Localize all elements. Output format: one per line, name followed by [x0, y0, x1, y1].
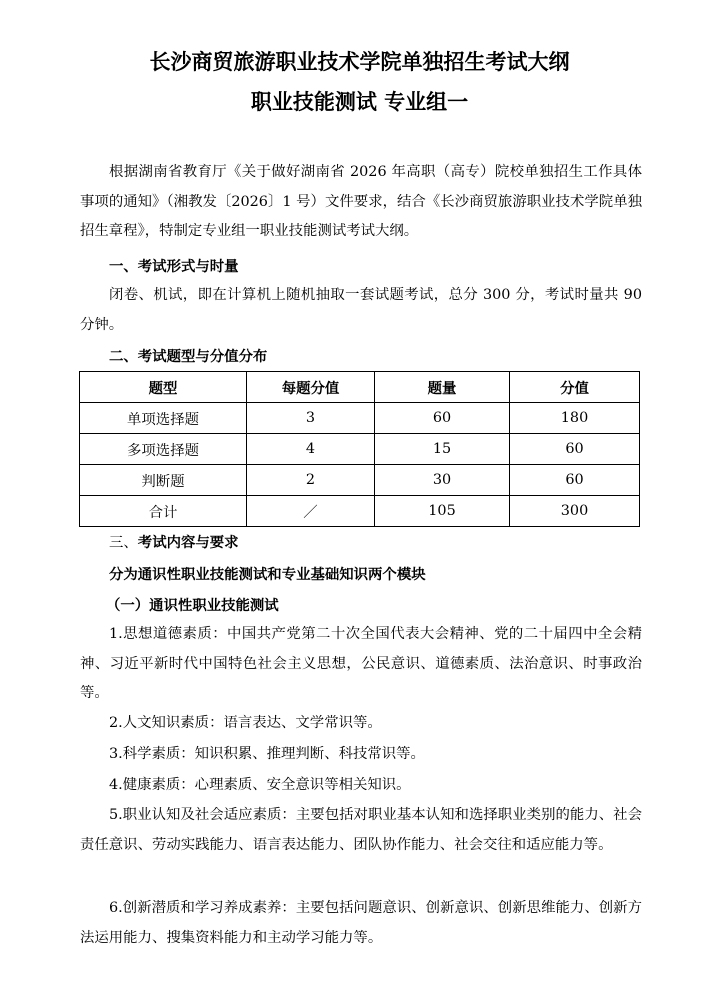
column-header: 题型 — [80, 372, 247, 403]
table-cell: 2 — [247, 465, 375, 496]
table-cell: 15 — [375, 434, 510, 465]
table-cell: 多项选择题 — [80, 434, 247, 465]
part-1-heading: （一）通识性职业技能测试 — [106, 598, 279, 614]
table-cell: 60 — [510, 465, 640, 496]
document-subtitle: 职业技能测试 专业组一 — [250, 90, 469, 114]
content-item: 5.职业认知及社会适应素质：主要包括对职业基本认知和选择职业类别的能力、社会责任意识、劳动实践能力、语言表达能力、团队协作能力、社会交往和适应能力等。 — [80, 807, 642, 853]
table-cell: 3 — [247, 403, 375, 434]
table-cell: 单项选择题 — [80, 403, 247, 434]
table-cell: 300 — [510, 496, 640, 527]
section-3-title: 考试内容与要求 — [137, 535, 239, 551]
section-1-heading: 一、考试形式与时量 — [109, 259, 239, 275]
table-cell: 合计 — [80, 496, 247, 527]
table-row — [80, 465, 640, 496]
content-item: 4.健康素质：心理素质、安全意识等相关知识。 — [109, 777, 411, 793]
table-row-total — [80, 496, 640, 527]
table-cell: 4 — [247, 434, 375, 465]
intro-paragraph: 根据湖南省教育厅《关于做好湖南省 2026 年高职（高专）院校单独招生工作具体事项的通知》（湘教发〔2026〕1 号）文件要求，结合《长沙商贸旅游职业技术学院单独招生章程》，特制定专业组一职业技能测试考试大纲。 — [80, 164, 642, 239]
section-3-heading — [109, 532, 239, 554]
table-cell: ／ — [247, 496, 375, 527]
content-item: 3.科学素质：知识积累、推理判断、科技常识等。 — [109, 746, 425, 762]
table-cell: 180 — [510, 403, 640, 434]
document-title: 长沙商贸旅游职业技术学院单独招生考试大纲 — [149, 50, 570, 74]
section-3-subtitle: 分为通识性职业技能测试和专业基础知识两个模块 — [109, 567, 426, 583]
content-item: 1.思想道德素质：中国共产党第二十次全国代表大会精神、党的二十届四中全会精神、习近平新时代中国特色社会主义思想，公民意识、道德素质、法治意识、时事政治等。 — [80, 626, 642, 701]
table-cell: 105 — [375, 496, 510, 527]
table-header-row — [80, 372, 640, 403]
section-1-body: 闭卷、机试，即在计算机上随机抽取一套试题考试，总分 300 分，考试时量共 90 分钟。 — [80, 287, 642, 333]
table-cell: 60 — [510, 434, 640, 465]
content-item: 6.创新潜质和学习养成素养：主要包括问题意识、创新意识、创新思维能力、创新方法运用能力、搜集资料能力和主动学习能力等。 — [80, 900, 642, 946]
section-3-number: 三、 — [109, 535, 138, 551]
table-cell: 判断题 — [80, 465, 247, 496]
table-cell: 30 — [375, 465, 510, 496]
column-header: 题量 — [375, 372, 510, 403]
score-distribution-table — [79, 371, 640, 527]
table-row — [80, 403, 640, 434]
column-header: 分值 — [510, 372, 640, 403]
section-2-heading: 二、考试题型与分值分布 — [109, 349, 268, 365]
content-item: 2.人文知识素质：语言表达、文学常识等。 — [109, 715, 382, 731]
table-cell: 60 — [375, 403, 510, 434]
table-row — [80, 434, 640, 465]
column-header: 每题分值 — [247, 372, 375, 403]
